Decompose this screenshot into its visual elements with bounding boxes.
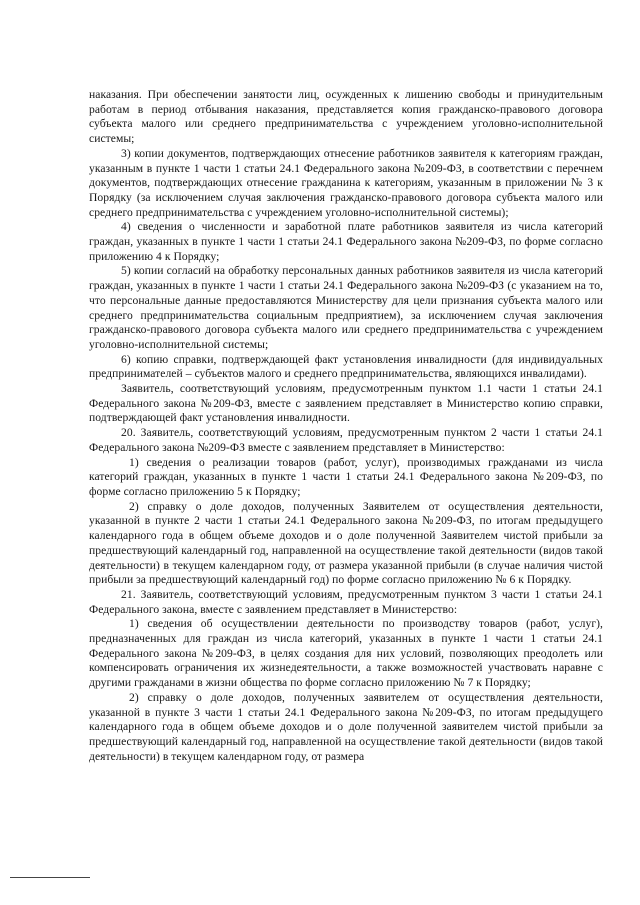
paragraph-clause-20-item-1: 1) сведения о реализации товаров (работ, услуг), производимых гражданами из числа категорий граждан, указанных в пункте 1 части 1 статьи 24.1 Федерального закона №209-ФЗ, по форме согласно приложению 5 к Порядку; xyxy=(89,455,603,498)
paragraph-item-4: 4) сведения о численности и заработной плате работников заявителя из числа категорий граждан, указанных в пункте 1 части 1 статьи 24.1 Федерального закона №209-ФЗ, по форме согласно приложению 4 к Порядку; xyxy=(89,220,603,263)
paragraph-item-6: 6) копию справки, подтверждающей факт установления инвалидности (для индивидуальных предпринимателей – субъектов малого и среднего предпринимательства, являющихся инвалидами). xyxy=(89,352,603,381)
paragraph-clause-20: 20. Заявитель, соответствующий условиям, предусмотренным пунктом 2 части 1 статьи 24.1 Федерального закона №209-ФЗ вместе с заявлением представляет в Министерство: xyxy=(89,426,603,454)
document-page xyxy=(89,88,603,764)
paragraph-clause-20-item-2: 2) справку о доле доходов, полученных Заявителем от осуществления деятельности, указанной в пункте 2 части 1 статьи 24.1 Федерального закона №209-ФЗ, по итогам предыдущего календарного года в общем объеме доходов и о доле полученной Заявителем чистой прибыли за предшествующий календарный год, направленной на осуществление такой деятельности (видов такой деятельности) в текущем календарном году, от размера указанной прибыли (в случае наличия чистой прибыли за предшествующий календарный год) по форме согласно приложению № 6 к Порядку. xyxy=(89,499,603,587)
paragraph-item-3: 3) копии документов, подтверждающих отнесение работников заявителя к категориям граждан, указанным в пункте 1 части 1 статьи 24.1 Федерального закона №209-ФЗ, в соответствии с перечнем документов, подтверждающих отнесение гражданина к категориям, указанным в приложении № 3 к Порядку (за исключением случая заключения гражданско-правового договора субъекта малого или среднего предпринимательства с учреждением уголовно-исполнительной системы); xyxy=(89,146,603,219)
paragraph-applicant-disability: Заявитель, соответствующий условиям, предусмотренным пунктом 1.1 части 1 статьи 24.1 Федерального закона №209-ФЗ, вместе с заявлением представляет в Министерство копию справки, подтверждающей факт установления инвалидности. xyxy=(89,382,603,425)
paragraph-clause-21-item-1: 1) сведения об осуществлении деятельности по производству товаров (работ, услуг), предназначенных для граждан из числа категорий, указанных в пункте 1 части 1 статьи 24.1 Федерального закона №209-ФЗ, в целях создания для них условий, позволяющих преодолеть или компенсировать ограничения их жизнедеятельности, а также возможностей участвовать наравне с другими гражданами в жизни общества по форме согласно приложению № 7 к Порядку; xyxy=(89,617,603,690)
paragraph-clause-21-item-2: 2) справку о доле доходов, полученных заявителем от осуществления деятельности, указанной в пункте 3 части 1 статьи 24.1 Федерального закона №209-ФЗ, по итогам предыдущего календарного года в общем объеме доходов и о доле полученной заявителем чистой прибыли за предшествующий календарный год, направленной на осуществление такой деятельности (видов такой деятельности) в текущем календарном году, от размера xyxy=(89,690,603,763)
footnote-divider xyxy=(10,877,90,878)
paragraph-continuation: наказания. При обеспечении занятости лиц, осужденных к лишению свободы и принудительным работам в период отбывания наказания, представляется копия гражданско-правового договора субъекта малого или среднего предпринимательства с учреждением уголовно-исполнительной системы; xyxy=(89,88,603,146)
paragraph-clause-21: 21. Заявитель, соответствующий условиям, предусмотренным пунктом 3 части 1 статьи 24.1 Федерального закона, вместе с заявлением представляет в Министерство: xyxy=(89,587,603,616)
paragraph-item-5: 5) копии согласий на обработку персональных данных работников заявителя из числа категорий граждан, указанных в пункте 1 части 1 статьи 24.1 Федерального закона №209-ФЗ (с указанием на то, что персональные данные предоставляются Министерству для цели признания субъекта малого или среднего предпринимательства социальным предприятием), за исключением случая заключения гражданско-правового договора субъекта малого или среднего предпринимательства с учреждением уголовно-исполнительной системы; xyxy=(89,264,603,351)
